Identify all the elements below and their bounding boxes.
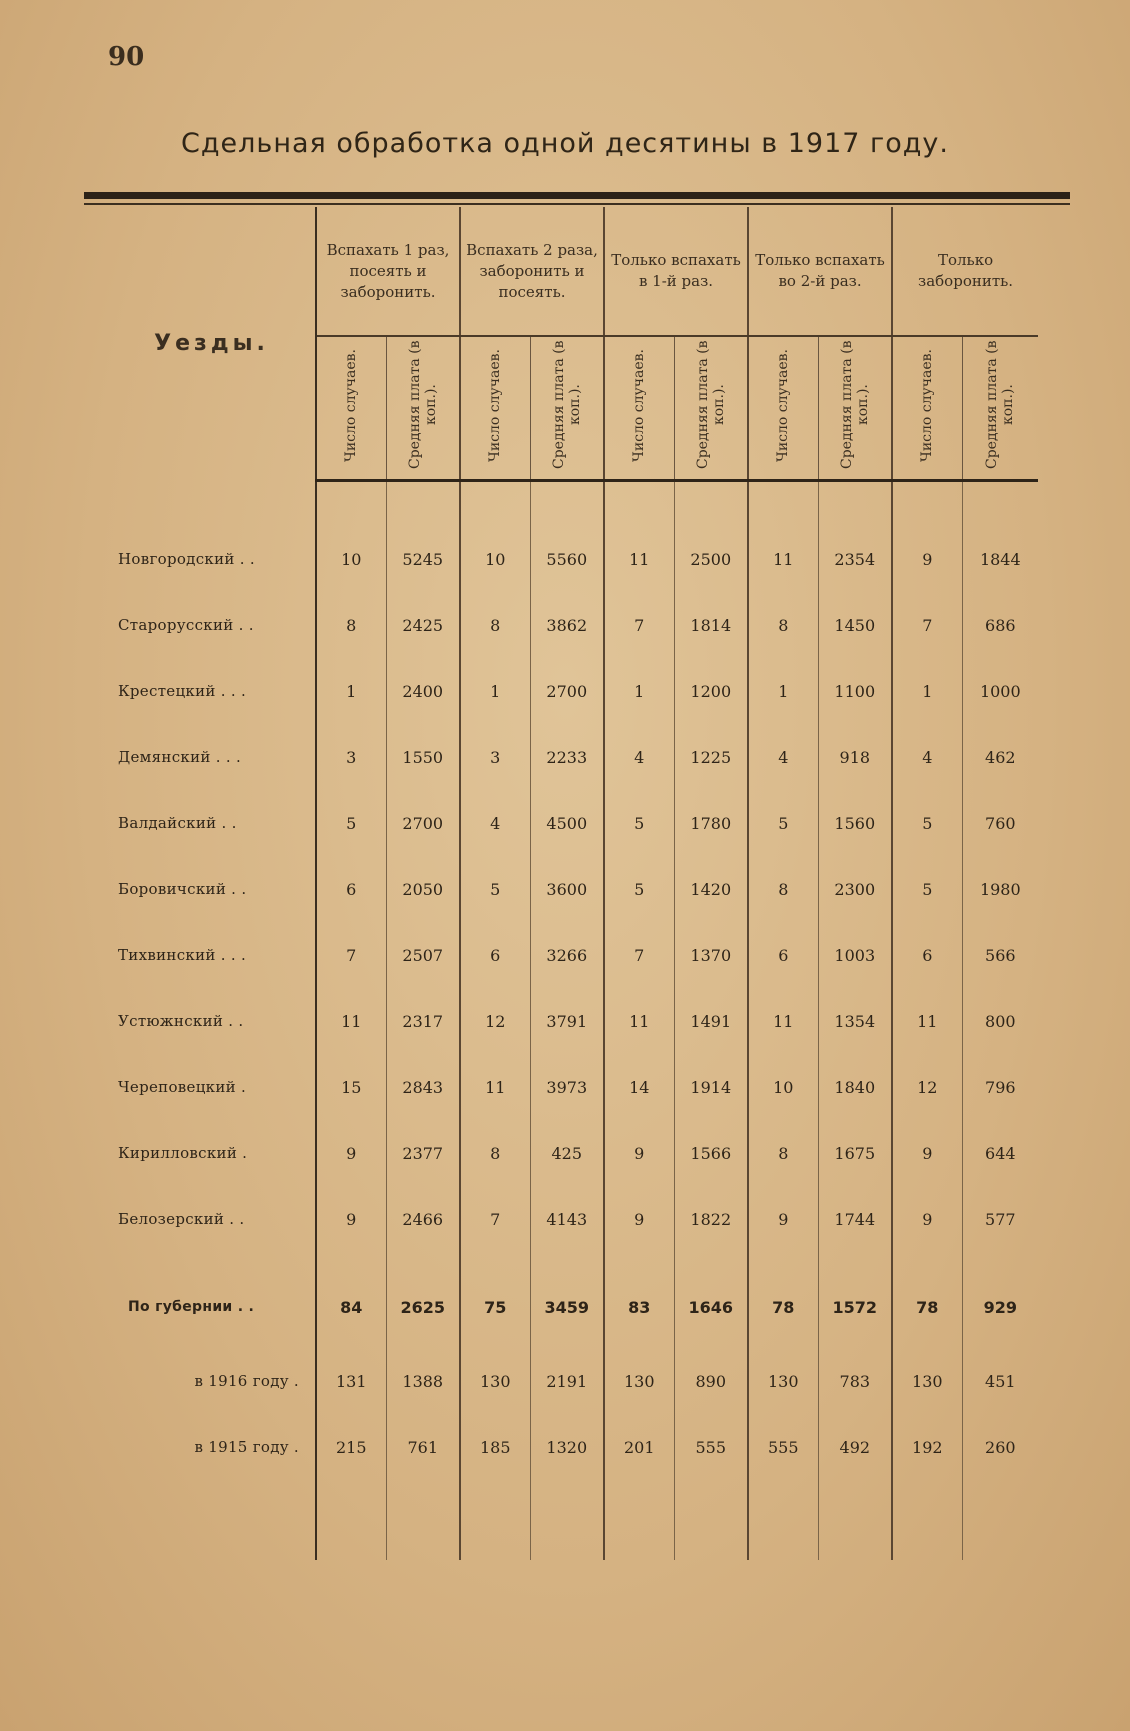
sub-header-pay xyxy=(530,336,604,481)
district-name: Крестецкий . . . xyxy=(108,658,316,724)
cell-count: 11 xyxy=(748,526,818,592)
cell-pay: 1646 xyxy=(674,1252,748,1348)
cell-count: 3 xyxy=(460,724,530,790)
district-column-header: Уезды. xyxy=(108,207,316,481)
header-group-row xyxy=(108,207,1038,336)
cell-count: 11 xyxy=(604,988,674,1054)
cell-pay: 1225 xyxy=(674,724,748,790)
cell-pay: 1566 xyxy=(674,1120,748,1186)
cell-count: 9 xyxy=(892,526,962,592)
cell-count: 7 xyxy=(604,922,674,988)
cell-count: 9 xyxy=(892,1120,962,1186)
cell-pay: 2377 xyxy=(386,1120,460,1186)
cell-count: 6 xyxy=(316,856,386,922)
cell-pay: 1450 xyxy=(818,592,892,658)
cell-pay: 1100 xyxy=(818,658,892,724)
total-row-1916 xyxy=(108,1348,1038,1414)
cell-pay: 1780 xyxy=(674,790,748,856)
cell-pay: 555 xyxy=(674,1414,748,1480)
cell-pay: 800 xyxy=(985,1011,1016,1031)
cell-count: 7 xyxy=(460,1186,530,1252)
cell-pay: 2500 xyxy=(674,526,748,592)
cell-count: 185 xyxy=(460,1414,530,1480)
cell-count: 78 xyxy=(892,1252,962,1348)
cell-count: 12 xyxy=(892,1054,962,1120)
cell-pay: 2317 xyxy=(386,988,460,1054)
cell-pay: 2425 xyxy=(386,592,460,658)
table-row xyxy=(108,1054,1038,1120)
cell-count: 5 xyxy=(316,790,386,856)
cell-count: 130 xyxy=(460,1348,530,1414)
year-label: в 1915 году . xyxy=(108,1414,316,1480)
cell-count: 4 xyxy=(460,790,530,856)
sub-header-count xyxy=(460,336,530,481)
cell-count: 12 xyxy=(460,988,530,1054)
cell-pay: 5560 xyxy=(530,526,604,592)
cell-count: 9 xyxy=(316,1186,386,1252)
sub-header-count-text: Число случаев. xyxy=(343,348,360,462)
cell-pay: 2700 xyxy=(386,790,460,856)
page-number: 90 xyxy=(108,42,145,72)
cell-count: 130 xyxy=(748,1348,818,1414)
total-row-1915 xyxy=(108,1414,1038,1480)
cell-pay: 1844 xyxy=(979,549,1021,569)
cell-pay: 1320 xyxy=(530,1414,604,1480)
cell-pay: 2233 xyxy=(530,724,604,790)
cell-count: 11 xyxy=(316,988,386,1054)
cell-pay: 1388 xyxy=(386,1348,460,1414)
cell-count: 11 xyxy=(892,988,962,1054)
sub-header-pay-text: Средняя плата (в коп.). xyxy=(838,340,871,470)
district-name: Белозерский . . xyxy=(108,1186,316,1252)
total-row-province xyxy=(108,1252,1038,1348)
cell-count: 192 xyxy=(892,1414,962,1480)
table-row xyxy=(108,658,1038,724)
cell-pay: 2625 xyxy=(386,1252,460,1348)
group-header-1: Вспахать 1 раз, посеять и заборонить. xyxy=(316,207,460,336)
cell-pay: 2400 xyxy=(386,658,460,724)
cell-pay: 2466 xyxy=(386,1186,460,1252)
cell-count: 7 xyxy=(316,922,386,988)
cell-pay: 1675 xyxy=(818,1120,892,1186)
table-row xyxy=(108,724,1038,790)
cell-count: 7 xyxy=(892,592,962,658)
cell-pay: 1572 xyxy=(818,1252,892,1348)
cell-count: 5 xyxy=(604,856,674,922)
spacer-row xyxy=(108,481,1038,527)
cell-pay: 3973 xyxy=(530,1054,604,1120)
cell-pay: 2050 xyxy=(386,856,460,922)
cell-count: 4 xyxy=(604,724,674,790)
cell-pay: 2191 xyxy=(530,1348,604,1414)
cell-pay: 1354 xyxy=(818,988,892,1054)
cell-pay: 425 xyxy=(530,1120,604,1186)
cell-count: 8 xyxy=(748,592,818,658)
cell-count: 9 xyxy=(316,1120,386,1186)
cell-count: 15 xyxy=(316,1054,386,1120)
cell-count: 4 xyxy=(892,724,962,790)
cell-count: 11 xyxy=(460,1054,530,1120)
sub-header-pay-text: Средняя плата (в коп.). xyxy=(406,340,439,470)
cell-count: 8 xyxy=(316,592,386,658)
table-row xyxy=(108,592,1038,658)
cell-count: 9 xyxy=(892,1186,962,1252)
cell-count: 6 xyxy=(748,922,818,988)
cell-count: 1 xyxy=(460,658,530,724)
cell-pay: 260 xyxy=(985,1437,1016,1457)
cell-count: 11 xyxy=(604,526,674,592)
cell-count: 10 xyxy=(460,526,530,592)
cell-pay: 462 xyxy=(985,747,1016,767)
cell-pay: 1814 xyxy=(674,592,748,658)
cell-count: 8 xyxy=(460,1120,530,1186)
year-label: в 1916 году . xyxy=(108,1348,316,1414)
cell-count: 5 xyxy=(604,790,674,856)
sub-header-pay-text: Средняя плата (в коп.). xyxy=(984,340,1017,470)
cell-pay: 1980 xyxy=(979,879,1021,899)
cell-pay: 2354 xyxy=(818,526,892,592)
group-header-3: Только вспахать в 1-й раз. xyxy=(604,207,748,336)
sub-header-count-text: Число случаев. xyxy=(919,348,936,462)
sub-header-count xyxy=(316,336,386,481)
cell-count: 83 xyxy=(604,1252,674,1348)
cell-count: 5 xyxy=(892,856,962,922)
cell-count: 6 xyxy=(460,922,530,988)
cell-pay: 3862 xyxy=(530,592,604,658)
district-name: Череповецкий . xyxy=(108,1054,316,1120)
sub-header-pay-text: Средняя плата (в коп.). xyxy=(694,340,727,470)
cell-pay: 451 xyxy=(985,1371,1016,1391)
cell-count: 1 xyxy=(316,658,386,724)
total-label: По губернии . . xyxy=(108,1252,316,1348)
cell-pay: 761 xyxy=(386,1414,460,1480)
sub-header-count xyxy=(892,336,962,481)
cell-pay: 929 xyxy=(983,1297,1017,1317)
cell-count: 9 xyxy=(604,1186,674,1252)
sub-header-count xyxy=(748,336,818,481)
cell-pay: 566 xyxy=(985,945,1016,965)
cell-pay: 5245 xyxy=(386,526,460,592)
cell-pay: 492 xyxy=(818,1414,892,1480)
cell-count: 14 xyxy=(604,1054,674,1120)
cell-count: 5 xyxy=(748,790,818,856)
cell-pay: 918 xyxy=(818,724,892,790)
cell-pay: 890 xyxy=(674,1348,748,1414)
cell-count: 1 xyxy=(892,658,962,724)
cell-count: 130 xyxy=(604,1348,674,1414)
cell-count: 9 xyxy=(604,1120,674,1186)
cell-pay: 1560 xyxy=(818,790,892,856)
tail-spacer-row xyxy=(108,1480,1038,1560)
cell-count: 3 xyxy=(316,724,386,790)
cell-pay: 1914 xyxy=(674,1054,748,1120)
cell-count: 555 xyxy=(748,1414,818,1480)
sub-header-pay xyxy=(674,336,748,481)
cell-count: 1 xyxy=(604,658,674,724)
cell-count: 78 xyxy=(748,1252,818,1348)
cell-count: 4 xyxy=(748,724,818,790)
cell-pay: 1370 xyxy=(674,922,748,988)
sub-header-count-text: Число случаев. xyxy=(487,348,504,462)
sub-header-pay xyxy=(386,336,460,481)
cell-count: 75 xyxy=(460,1252,530,1348)
table-row xyxy=(108,1186,1038,1252)
page-title: Сдельная обработка одной десятины в 1917 году. xyxy=(181,128,949,159)
cell-pay: 1491 xyxy=(674,988,748,1054)
cell-pay: 2700 xyxy=(530,658,604,724)
cell-pay: 1420 xyxy=(674,856,748,922)
sub-header-count-text: Число случаев. xyxy=(631,348,648,462)
table-row xyxy=(108,922,1038,988)
cell-pay: 1000 xyxy=(979,681,1021,701)
cell-count: 7 xyxy=(604,592,674,658)
cell-pay: 3266 xyxy=(530,922,604,988)
cell-count: 10 xyxy=(748,1054,818,1120)
cell-count: 5 xyxy=(892,790,962,856)
cell-pay: 644 xyxy=(985,1143,1016,1163)
district-name: Кирилловский . xyxy=(108,1120,316,1186)
table-body xyxy=(108,481,1038,1561)
cell-count: 84 xyxy=(316,1252,386,1348)
cell-pay: 796 xyxy=(985,1077,1016,1097)
cell-pay: 2507 xyxy=(386,922,460,988)
sub-header-pay xyxy=(818,336,892,481)
district-name: Тихвинский . . . xyxy=(108,922,316,988)
group-header-5: Только заборонить. xyxy=(892,207,1038,336)
top-rule-thick xyxy=(84,192,1070,199)
table-row xyxy=(108,856,1038,922)
statistics-table-container xyxy=(108,207,1038,1560)
sub-header-pay xyxy=(962,336,1038,481)
cell-count: 6 xyxy=(892,922,962,988)
district-name: Старорусский . . xyxy=(108,592,316,658)
group-header-2: Вспахать 2 раза, заборонить и посеять. xyxy=(460,207,604,336)
district-name: Устюжнский . . xyxy=(108,988,316,1054)
sub-header-count xyxy=(604,336,674,481)
cell-pay: 1840 xyxy=(818,1054,892,1120)
cell-pay: 760 xyxy=(985,813,1016,833)
district-name: Демянский . . . xyxy=(108,724,316,790)
cell-count: 9 xyxy=(748,1186,818,1252)
cell-count: 130 xyxy=(892,1348,962,1414)
table-row xyxy=(108,526,1038,592)
cell-count: 215 xyxy=(316,1414,386,1480)
sub-header-pay-text: Средняя плата (в коп.). xyxy=(550,340,583,470)
cell-count: 5 xyxy=(460,856,530,922)
cell-count: 10 xyxy=(316,526,386,592)
cell-count: 8 xyxy=(748,856,818,922)
cell-pay: 1550 xyxy=(386,724,460,790)
district-name: Боровичский . . xyxy=(108,856,316,922)
sub-header-count-text: Число случаев. xyxy=(775,348,792,462)
cell-pay: 3459 xyxy=(530,1252,604,1348)
cell-pay: 577 xyxy=(985,1209,1016,1229)
cell-pay: 4143 xyxy=(530,1186,604,1252)
statistics-table xyxy=(108,207,1038,1560)
cell-pay: 783 xyxy=(818,1348,892,1414)
table-row xyxy=(108,988,1038,1054)
top-rule-thin xyxy=(84,203,1070,205)
cell-count: 1 xyxy=(748,658,818,724)
cell-pay: 1744 xyxy=(818,1186,892,1252)
cell-pay: 2843 xyxy=(386,1054,460,1120)
cell-pay: 3791 xyxy=(530,988,604,1054)
cell-count: 8 xyxy=(460,592,530,658)
cell-pay: 1200 xyxy=(674,658,748,724)
cell-pay: 686 xyxy=(985,615,1016,635)
district-name: Новгородский . . xyxy=(108,526,316,592)
cell-pay: 1822 xyxy=(674,1186,748,1252)
cell-count: 8 xyxy=(748,1120,818,1186)
cell-pay: 3600 xyxy=(530,856,604,922)
district-name: Валдайский . . xyxy=(108,790,316,856)
group-header-4: Только вспахать во 2-й раз. xyxy=(748,207,892,336)
table-row xyxy=(108,1120,1038,1186)
cell-count: 201 xyxy=(604,1414,674,1480)
cell-count: 131 xyxy=(316,1348,386,1414)
table-row xyxy=(108,790,1038,856)
cell-pay: 2300 xyxy=(818,856,892,922)
cell-pay: 4500 xyxy=(530,790,604,856)
cell-pay: 1003 xyxy=(818,922,892,988)
cell-count: 11 xyxy=(748,988,818,1054)
